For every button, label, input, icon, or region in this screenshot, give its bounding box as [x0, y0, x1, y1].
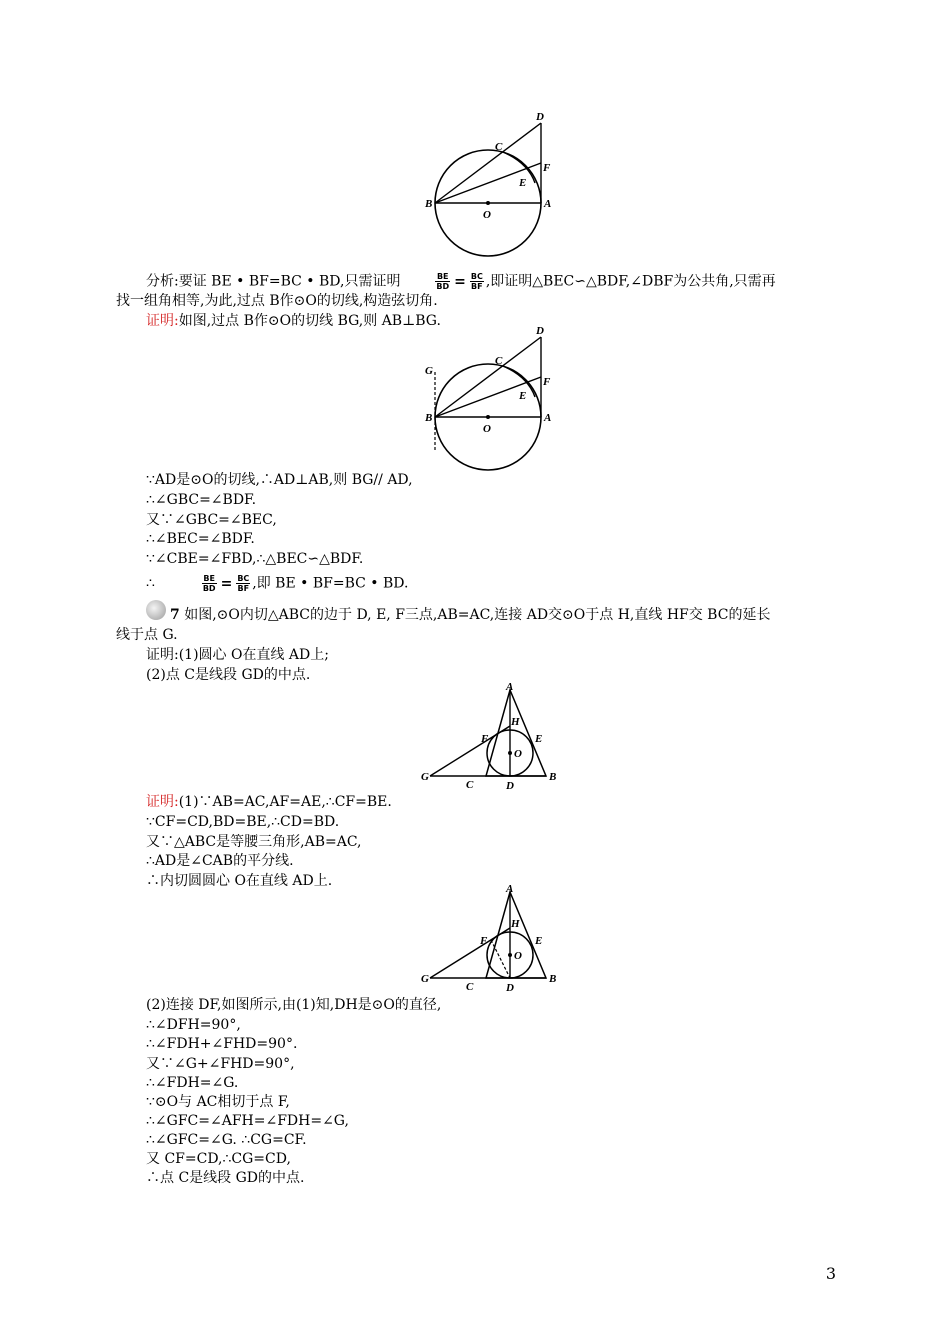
fig2-label-o: O [483, 423, 491, 435]
proof1-text: 如图,过点 B作⊙O的切线 BG,则 AB⊥BG. [178, 313, 441, 329]
fig2-label-f: F [543, 376, 551, 388]
fig1-label-c: C [495, 141, 503, 153]
fig1-label-o: O [483, 209, 491, 221]
proof2-line-1 [146, 793, 392, 811]
fig1-label-d: D [536, 111, 544, 123]
fig3-label-d: D [506, 780, 514, 792]
conclusion1-fraction-b: $\frac{BC}{BF}$ [237, 574, 250, 593]
figure-circle-tangent-bg [420, 322, 565, 472]
fig1-label-a: A [544, 198, 552, 210]
proof1-line [146, 312, 441, 330]
part2-line-8: ∴∠GFC=∠G. ∴CG=CF. [146, 1132, 307, 1148]
part2-line-10: ∴点 C是线段 GD的中点. [146, 1170, 305, 1186]
fig3-label-c: C [466, 779, 474, 791]
fig4-label-a: A [506, 883, 514, 895]
fig2-label-c: C [495, 355, 503, 367]
problem7-line-1 [170, 606, 770, 624]
fig4-label-e: E [535, 935, 543, 947]
fig3-label-f: F [481, 733, 489, 745]
conclusion1-text: ,即 BE • BF=BC • BD. [252, 575, 409, 592]
part2-line-1: (2)连接 DF,如图所示,由(1)知,DH是⊙O的直径, [146, 997, 442, 1013]
analysis-line-1 [146, 272, 776, 291]
fig4-label-c: C [466, 981, 474, 993]
proof2-line-2: ∵CF=CD,BD=BE,∴CD=BD. [146, 814, 340, 830]
fig4-label-g: G [421, 973, 429, 985]
fig2-label-d: D [536, 325, 544, 337]
problem7-line-2: 线于点 G. [116, 627, 178, 643]
page-number: 3 [825, 1264, 836, 1283]
fig2-label-e: E [519, 390, 527, 402]
fig2-label-a: A [544, 412, 552, 424]
analysis-text-a: 分析:要证 BE • BF=BC • BD,只需证明 [146, 273, 401, 290]
analysis-line-2: 找一组角相等,为此,过点 B作⊙O的切线,构造弦切角. [116, 293, 438, 309]
figure-triangle-incircle-df [418, 882, 563, 997]
fig1-label-e: E [519, 177, 527, 189]
fig1-label-b: B [425, 198, 433, 210]
proof2-line-4: ∴AD是∠CAB的平分线. [146, 853, 294, 869]
proof1-label: 证明: [146, 313, 179, 329]
figure-circle-tangent [420, 108, 560, 258]
proof2-line-3: 又∵△ABC是等腰三角形,AB=AC, [146, 834, 362, 850]
fig4-label-o: O [514, 950, 522, 962]
part2-line-6: ∵⊙O与 AC相切于点 F, [146, 1094, 290, 1110]
part2-line-5: ∴∠FDH=∠G. [146, 1075, 239, 1091]
problem7-number: 7 [170, 607, 180, 623]
fig3-label-a: A [506, 681, 514, 693]
conclusion1-equals: = [220, 575, 233, 592]
proof2-first: (1)∵AB=AC,AF=AE,∴CF=BE. [178, 794, 392, 810]
fig3-label-e: E [535, 733, 543, 745]
problem7-req-2: (2)点 C是线段 GD的中点. [146, 667, 311, 683]
analysis-fraction-b: $\frac{BC}{BF}$ [470, 272, 483, 291]
fig2-label-b: B [425, 412, 433, 424]
fig3-label-b: B [549, 771, 557, 783]
part2-line-4: 又∵∠G+∠FHD=90°, [146, 1056, 295, 1072]
conclusion1-therefore: ∴ [146, 575, 155, 592]
part2-line-2: ∴∠DFH=90°, [146, 1017, 241, 1033]
fig4-label-h: H [511, 918, 520, 930]
conclusion1-fraction-a: $\frac{BE}{BD}$ [202, 574, 216, 593]
analysis-equals: = [454, 273, 466, 290]
part2-line-9: 又 CF=CD,∴CG=CD, [146, 1151, 291, 1167]
figure-triangle-incircle [418, 680, 563, 795]
fig3-label-h: H [511, 716, 520, 728]
step1-line-1: ∵AD是⊙O的切线,∴AD⊥AB,则 BG// AD, [146, 472, 413, 488]
fig4-label-b: B [549, 973, 557, 985]
part2-line-3: ∴∠FDH+∠FHD=90°. [146, 1036, 298, 1052]
problem7-req-1: 证明:(1)圆心 O在直线 AD上; [146, 647, 329, 663]
step1-line-4: ∴∠BEC=∠BDF. [146, 531, 255, 547]
problem7-text-1: 如图,⊙O内切△ABC的边于 D, E, F三点,AB=AC,连接 AD交⊙O于点 H,直线 HF交 BC的延长 [184, 607, 771, 623]
fig1-label-f: F [543, 162, 551, 174]
analysis-fraction-a: $\frac{BE}{BD}$ [436, 272, 450, 291]
part2-line-7: ∴∠GFC=∠AFH=∠FDH=∠G, [146, 1113, 349, 1129]
fig2-label-g: G [425, 365, 433, 377]
fig3-label-o: O [514, 748, 522, 760]
problem-bullet-icon [146, 600, 166, 620]
step1-line-3: 又∵∠GBC=∠BEC, [146, 512, 277, 528]
proof2-line-5: ∴内切圆圆心 O在直线 AD上. [146, 873, 333, 889]
analysis-text-b: ,即证明△BEC∽△BDF,∠DBF为公共角,只需再 [485, 273, 776, 290]
conclusion1-line [146, 574, 408, 593]
fig3-label-g: G [421, 771, 429, 783]
proof2-label: 证明: [146, 794, 179, 810]
step1-line-5: ∵∠CBE=∠FBD,∴△BEC∽△BDF. [146, 551, 364, 567]
step1-line-2: ∴∠GBC=∠BDF. [146, 492, 257, 508]
fig4-label-f: F [480, 935, 488, 947]
fig4-label-d: D [506, 982, 514, 994]
